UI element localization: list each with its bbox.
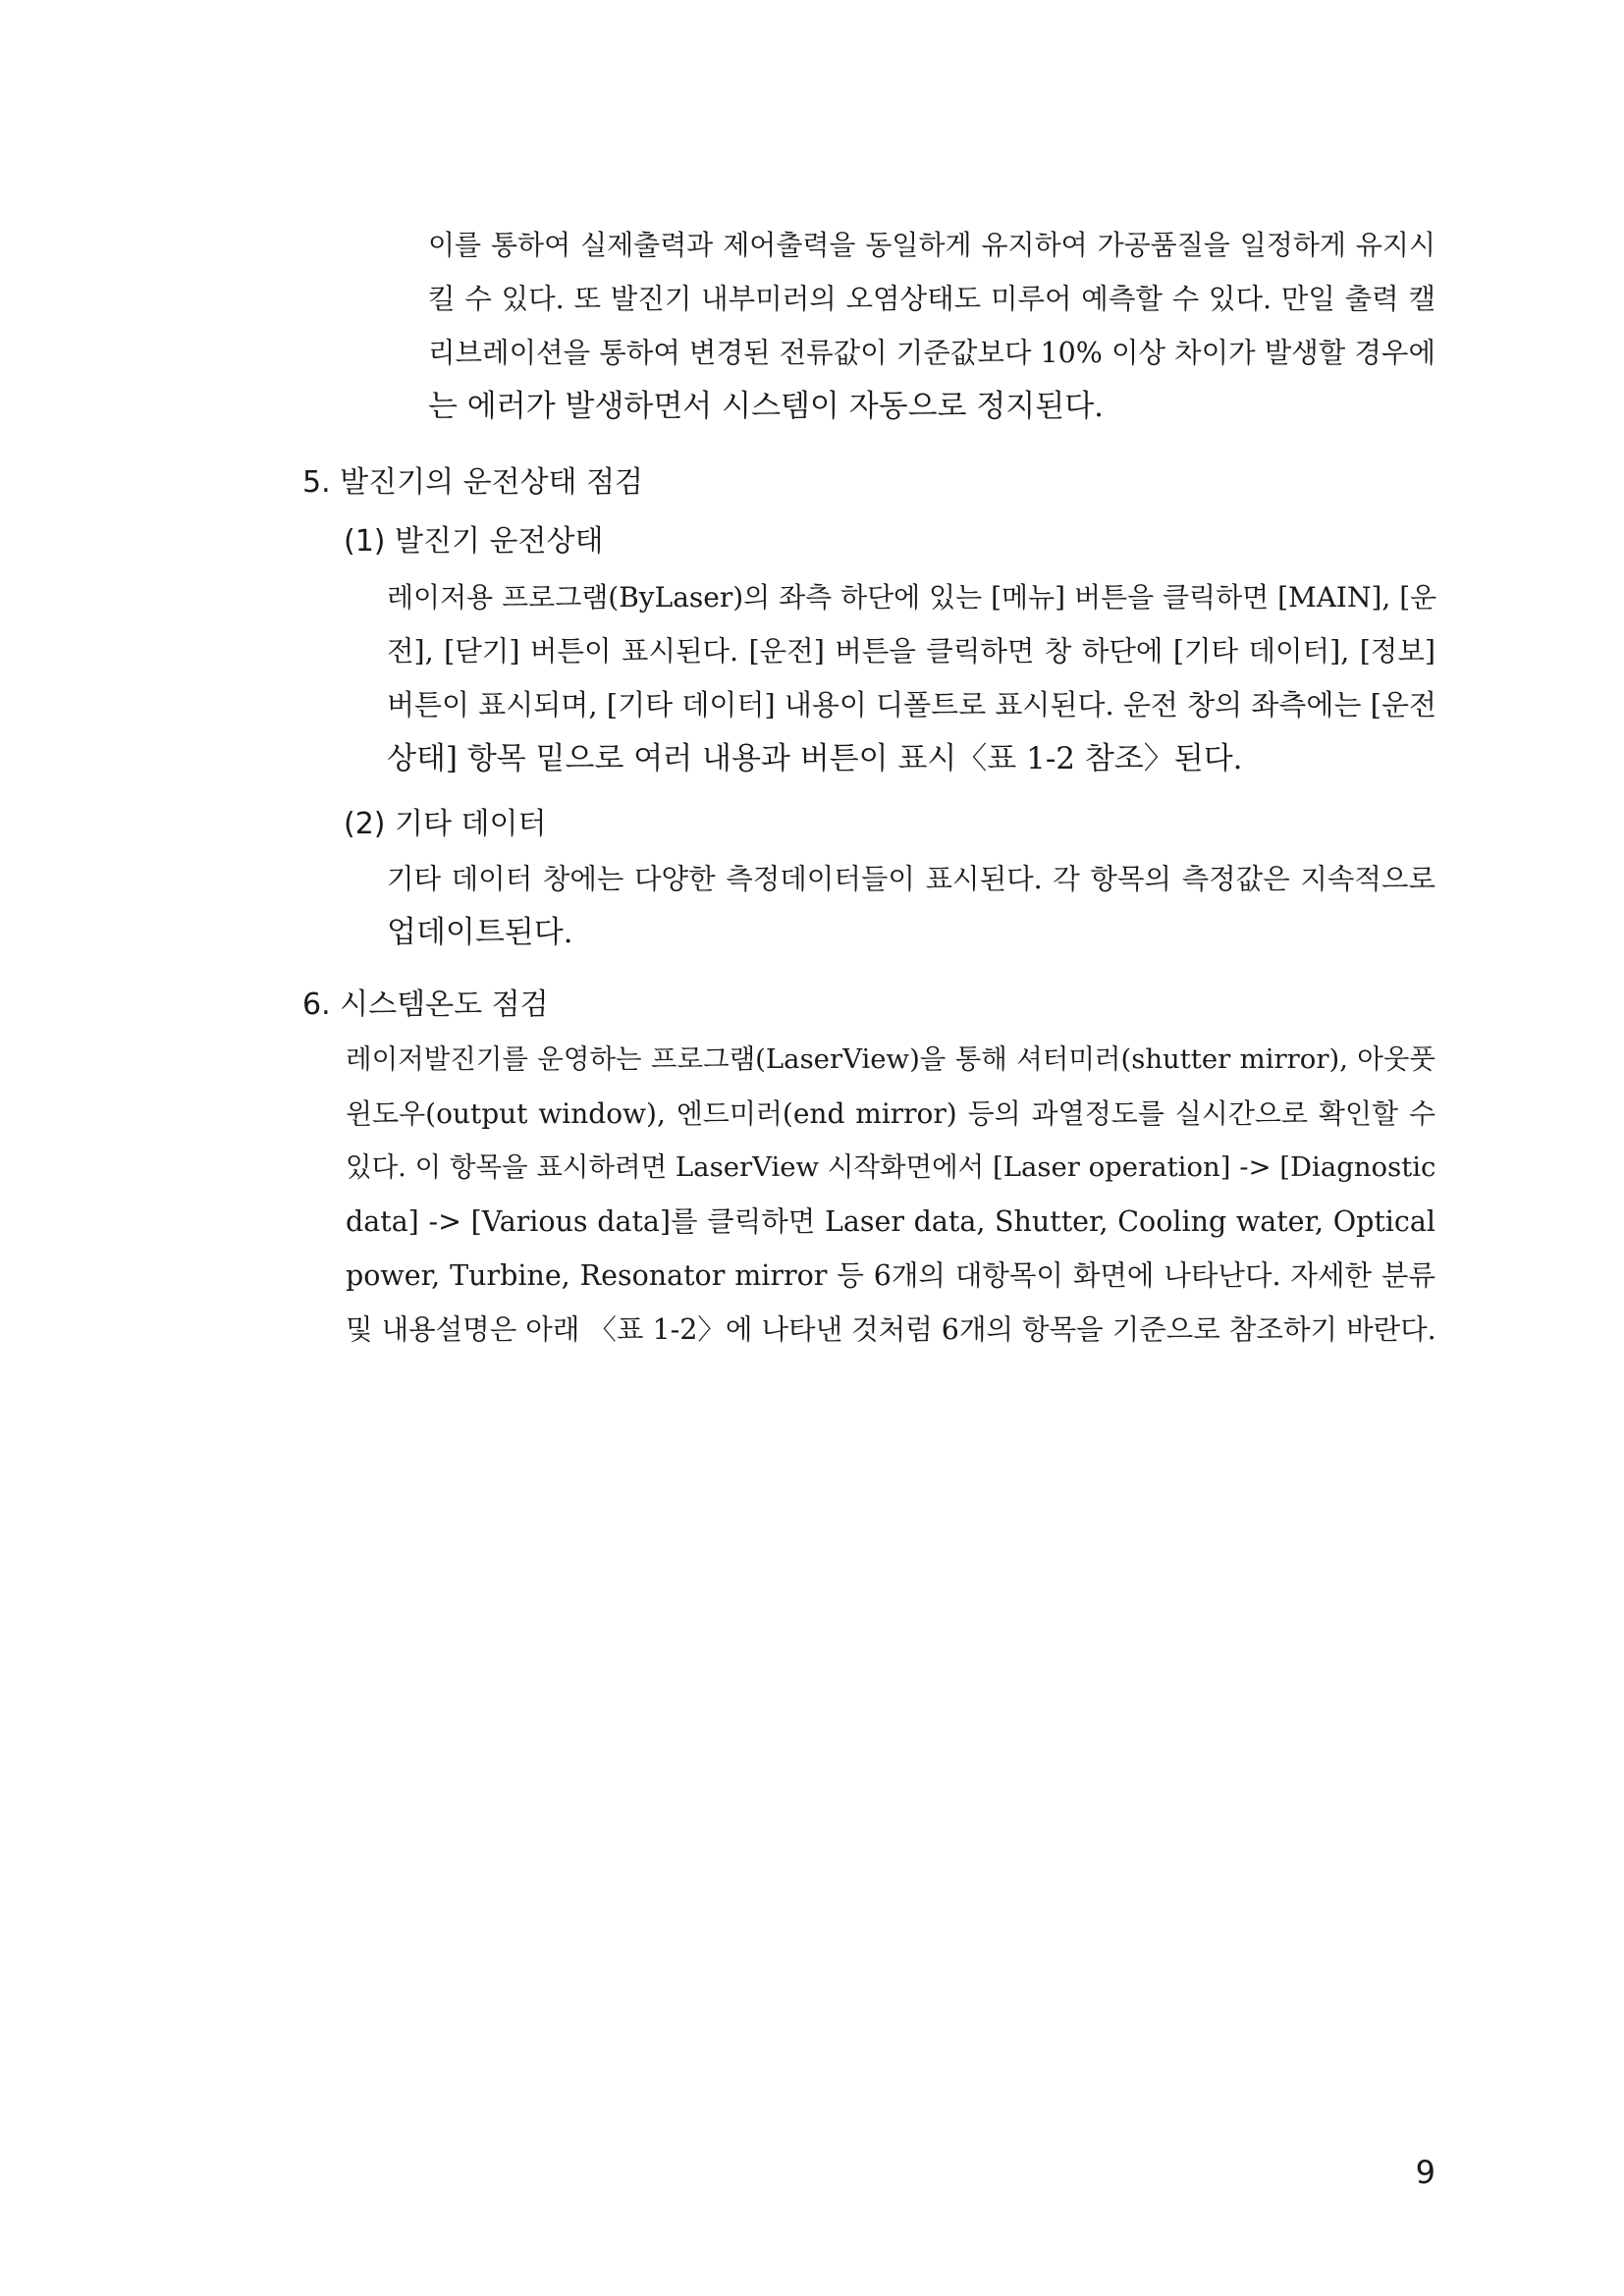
page-number: 9	[1415, 2154, 1435, 2191]
intro-line-2: 킬 수 있다. 또 발진기 내부미러의 오염상태도 미루어 예측할 수 있다. 만일 출력 캘	[428, 283, 1435, 315]
intro-paragraph	[428, 218, 1435, 434]
subsection-2-paragraph	[387, 852, 1435, 960]
intro-line-1: 이를 통하여 실제출력과 제어출력을 동일하게 유지하여 가공품질을 일정하게 유지시	[428, 229, 1435, 261]
sec6-line-4: data] -> [Various data]를 클릭하면 Laser data, Shutter, Cooling water, Optical	[346, 1205, 1435, 1238]
subsection-2-heading: (2) 기타 데이터	[344, 807, 547, 841]
sub1-line-3: 버튼이 표시되며, [기타 데이터] 내용이 디폴트로 표시된다. 운전 창의 좌측에는 [운전	[387, 688, 1437, 721]
section-6-paragraph	[346, 1033, 1435, 1357]
sub1-line-2: 전], [닫기] 버튼이 표시된다. [운전] 버튼을 클릭하면 창 하단에 [기타 데이터], [정보]	[387, 635, 1435, 667]
intro-line-3: 리브레이션을 통하여 변경된 전류값이 기준값보다 10% 이상 차이가 발생할 경우에	[428, 337, 1435, 369]
sub2-line-2: 업데이트된다.	[387, 915, 573, 950]
sec6-line-2: 윈도우(output window), 엔드미러(end mirror) 등의 과열정도를 실시간으로 확인할 수	[346, 1097, 1435, 1130]
sub1-line-4: 상태] 항목 밑으로 여러 내용과 버튼이 표시〈표 1-2 참조〉된다.	[387, 741, 1243, 776]
subsection-1-paragraph	[387, 570, 1435, 786]
sub2-line-1: 기타 데이터 창에는 다양한 측정데이터들이 표시된다. 각 항목의 측정값은 지속적으로	[387, 863, 1435, 895]
intro-line-4: 는 에러가 발생하면서 시스템이 자동으로 정지된다.	[428, 389, 1104, 424]
sec6-line-3: 있다. 이 항목을 표시하려면 LaserView 시작화면에서 [Laser operation] -> [Diagnostic	[346, 1151, 1436, 1183]
section-5-heading: 5. 발진기의 운전상태 점검	[302, 465, 644, 500]
subsection-1-heading: (1) 발진기 운전상태	[344, 524, 604, 559]
section-6-heading: 6. 시스템온도 점검	[302, 988, 549, 1022]
sub1-line-1: 레이저용 프로그램(ByLaser)의 좌측 하단에 있는 [메뉴] 버튼을 클릭하면 [MAIN], [운	[387, 581, 1437, 614]
sec6-line-5: power, Turbine, Resonator mirror 등 6개의 대항목이 화면에 나타난다. 자세한 분류	[346, 1259, 1435, 1292]
sec6-line-1: 레이저발진기를 운영하는 프로그램(LaserView)을 통해 셔터미러(shutter mirror), 아웃풋	[346, 1043, 1435, 1075]
sec6-line-6: 및 내용설명은 아래 〈표 1-2〉에 나타낸 것처럼 6개의 항목을 기준으로 참조하기 바란다.	[346, 1313, 1436, 1346]
